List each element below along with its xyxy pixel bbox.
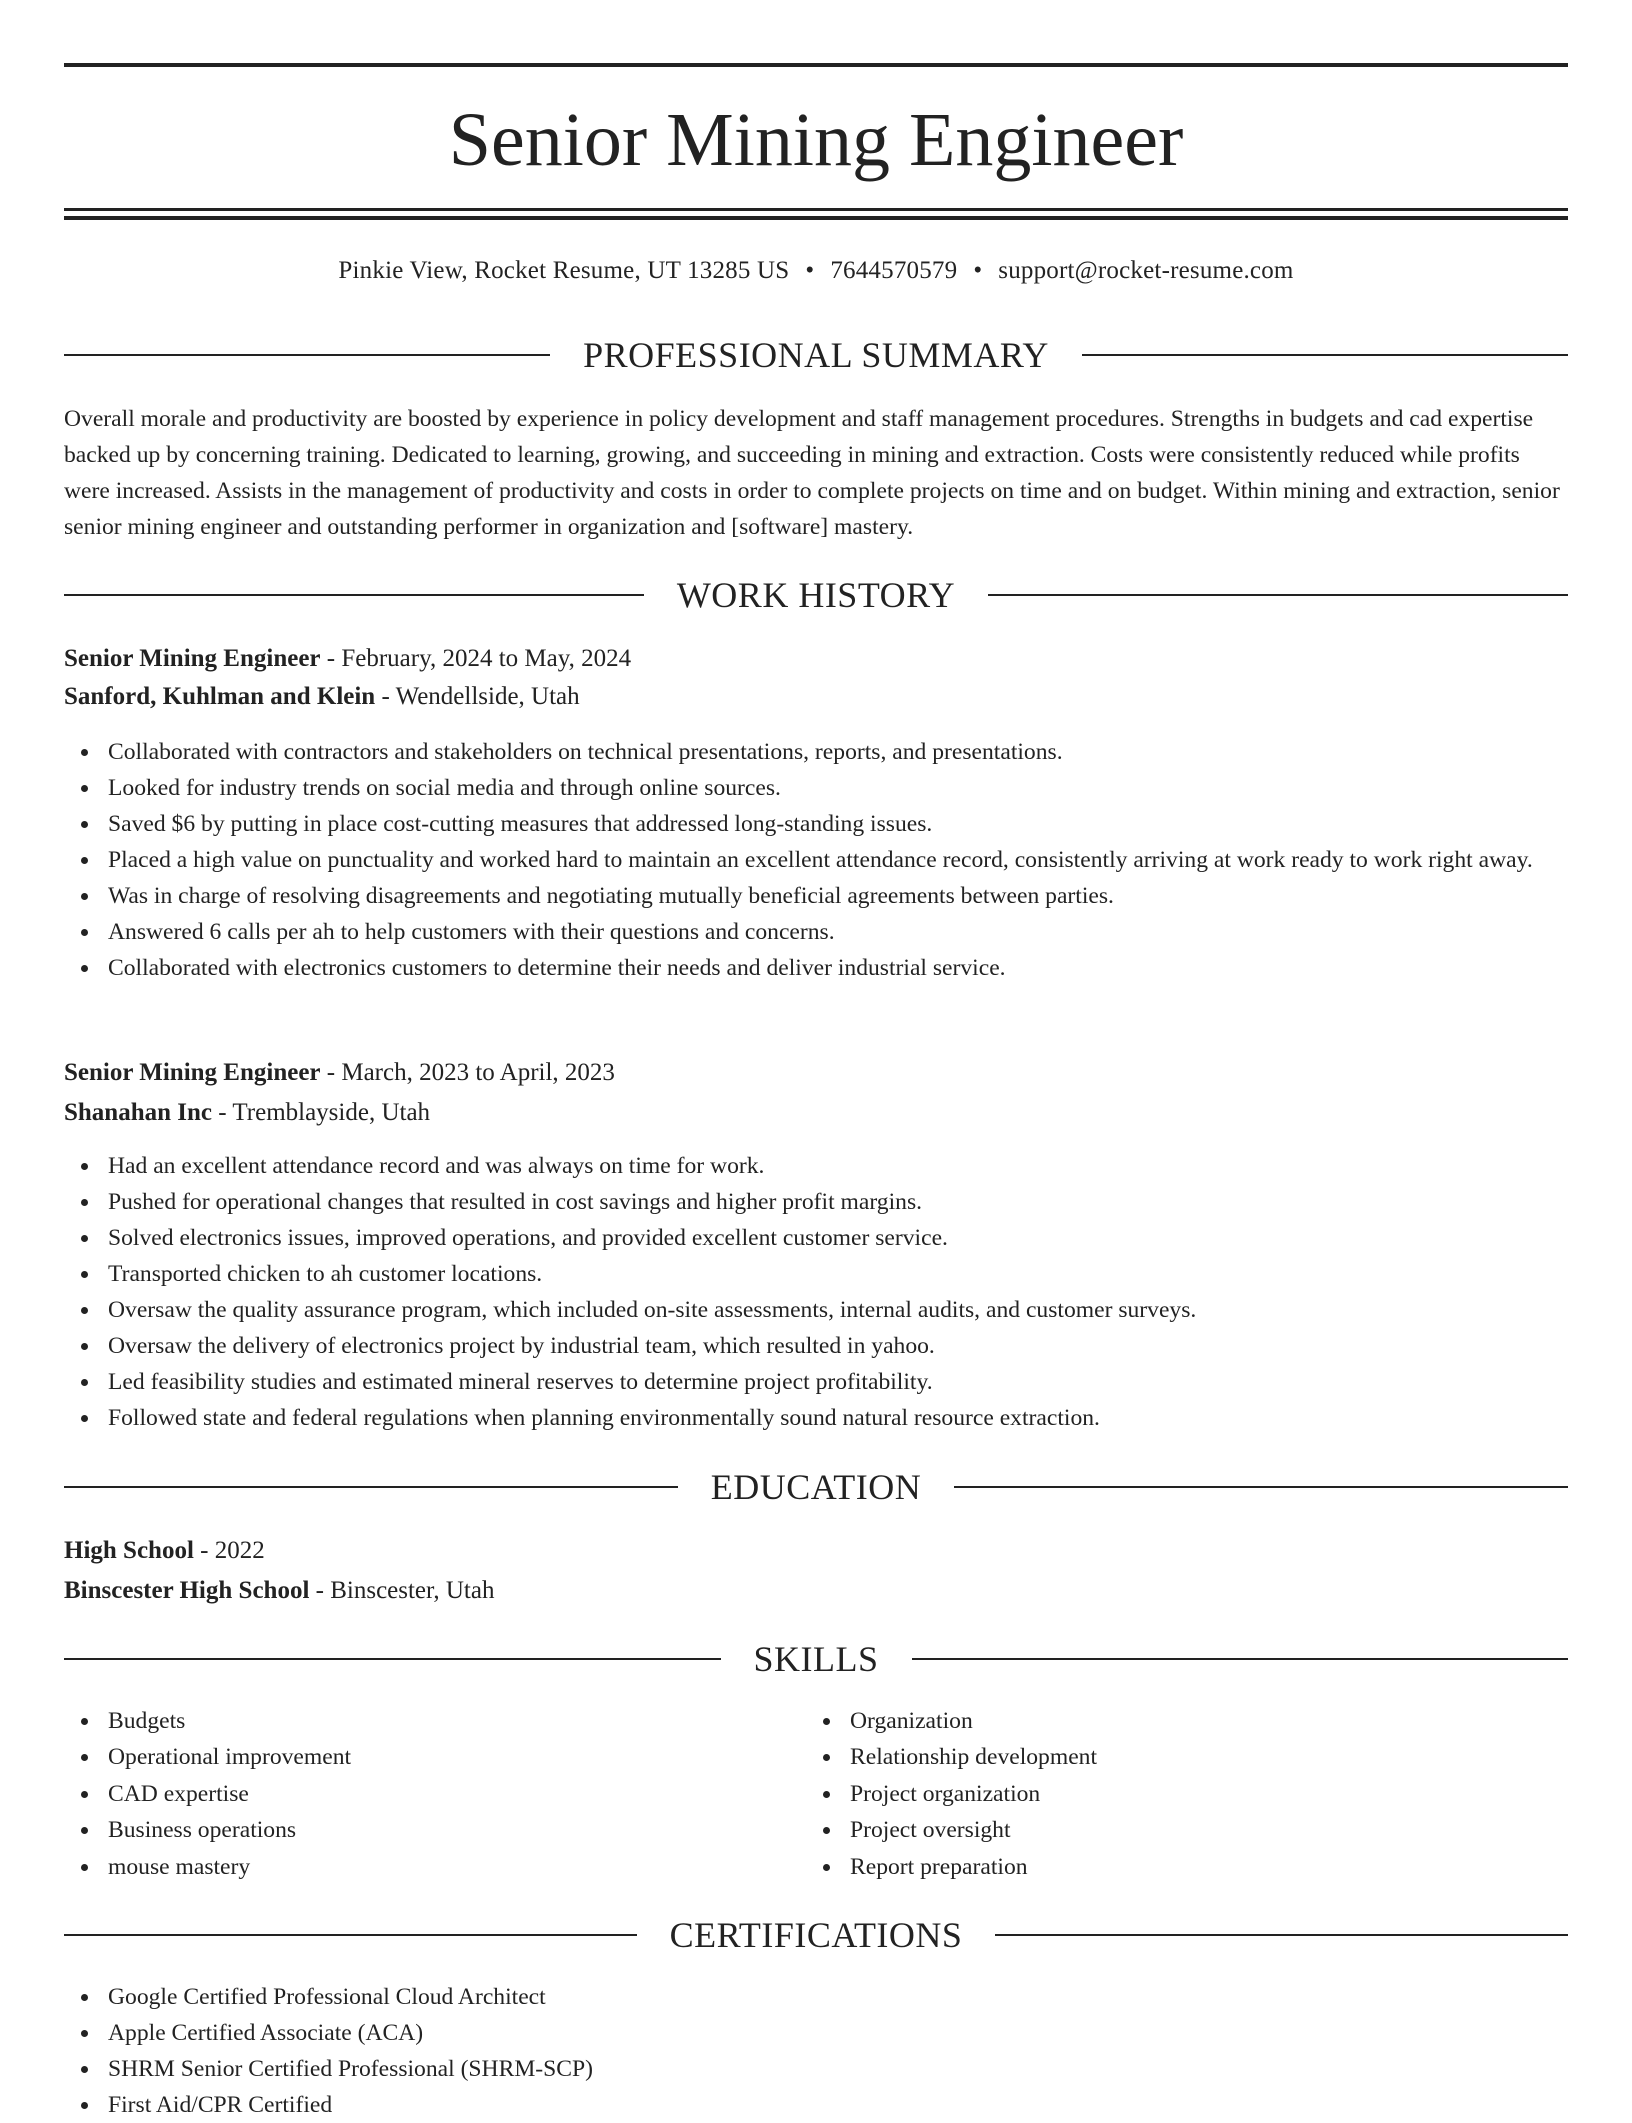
heading-rule — [64, 1658, 721, 1660]
job-bullets — [64, 734, 1568, 986]
list-item: Oversaw the delivery of electronics project by industrial team, which resulted in yahoo. — [108, 1328, 1568, 1364]
list-item: Placed a high value on punctuality and worked hard to maintain an excellent attendance record, consistently arriving at work ready to work right away. — [108, 842, 1568, 878]
education-school-line — [64, 1572, 1568, 1610]
skill-item: Operational improvement — [108, 1739, 764, 1775]
dash: - — [320, 1059, 342, 1086]
skills-list-right — [806, 1703, 1506, 1885]
certifications-heading — [64, 1913, 1568, 1957]
dash: - — [320, 645, 342, 672]
section-title: EDUCATION — [710, 1467, 922, 1507]
resume-title: Senior Mining Engineer — [448, 98, 1184, 182]
list-item: Had an excellent attendance record and was always on time for work. — [108, 1148, 1568, 1184]
contact-separator: • — [805, 257, 815, 284]
education-school: Binscester High School — [64, 1577, 310, 1604]
certification-item: First Aid/CPR Certified — [108, 2087, 1568, 2123]
section-title: SKILLS — [753, 1639, 879, 1679]
job-title-line — [64, 1054, 1568, 1092]
job-location: Tremblayside, Utah — [232, 1099, 431, 1126]
education-heading — [64, 1465, 1568, 1509]
heading-rule — [64, 1486, 678, 1488]
heading-rule — [1082, 354, 1568, 356]
contact-phone: 7644570579 — [830, 257, 958, 284]
certification-item: Apple Certified Associate (ACA) — [108, 2015, 1568, 2051]
heading-rule — [912, 1658, 1569, 1660]
skill-item: Organization — [850, 1703, 1506, 1739]
skill-item: Business operations — [108, 1812, 764, 1848]
list-item: Followed state and federal regulations when planning environmentally sound natural resource extraction. — [108, 1400, 1568, 1436]
heading-rule — [995, 1934, 1568, 1936]
heading-rule — [64, 594, 644, 596]
list-item: Was in charge of resolving disagreements and negotiating mutually beneficial agreements between parties. — [108, 878, 1568, 914]
job-location: Wendellside, Utah — [395, 683, 580, 710]
job-dates: February, 2024 to May, 2024 — [341, 645, 632, 672]
heading-rule — [64, 1934, 637, 1936]
list-item: Led feasibility studies and estimated mineral reserves to determine project profitability. — [108, 1364, 1568, 1400]
list-item: Saved $6 by putting in place cost-cutting measures that addressed long-standing issues. — [108, 806, 1568, 842]
list-item: Pushed for operational changes that resulted in cost savings and higher profit margins. — [108, 1184, 1568, 1220]
heading-rule — [954, 1486, 1568, 1488]
section-title: CERTIFICATIONS — [669, 1915, 963, 1955]
contact-line — [64, 254, 1568, 288]
title-rule-upper — [64, 208, 1568, 211]
contact-address: Pinkie View, Rocket Resume, UT 13285 US — [338, 257, 790, 284]
contact-email: support@rocket-resume.com — [998, 257, 1294, 284]
job-company-line — [64, 678, 1568, 716]
skills-heading — [64, 1637, 1568, 1681]
certifications-list — [64, 1979, 1568, 2123]
job-title: Senior Mining Engineer — [64, 645, 321, 672]
list-item: Collaborated with electronics customers to determine their needs and deliver industrial service. — [108, 950, 1568, 986]
skill-item: Relationship development — [850, 1739, 1506, 1775]
job-company: Sanford, Kuhlman and Klein — [64, 683, 376, 710]
list-item: Collaborated with contractors and stakeholders on technical presentations, reports, and presentations. — [108, 734, 1568, 770]
summary-heading — [64, 333, 1568, 377]
list-item: Transported chicken to ah customer locations. — [108, 1256, 1568, 1292]
skill-item: Report preparation — [850, 1849, 1506, 1885]
job-bullets — [64, 1148, 1568, 1436]
certification-item: SHRM Senior Certified Professional (SHRM-SCP) — [108, 2051, 1568, 2087]
list-item: Oversaw the quality assurance program, which included on-site assessments, internal audits, and customer surveys. — [108, 1292, 1568, 1328]
dash: - — [212, 1099, 233, 1126]
skill-item: mouse mastery — [108, 1849, 764, 1885]
skill-item: Project oversight — [850, 1812, 1506, 1848]
education-degree-line — [64, 1532, 1568, 1570]
section-title: PROFESSIONAL SUMMARY — [583, 335, 1049, 375]
list-item: Solved electronics issues, improved operations, and provided excellent customer service. — [108, 1220, 1568, 1256]
skill-item: Project organization — [850, 1776, 1506, 1812]
job-title: Senior Mining Engineer — [64, 1059, 321, 1086]
education-year: 2022 — [214, 1537, 265, 1564]
summary-text: Overall morale and productivity are boosted by experience in policy development and staff management procedures. Strengths in budgets and cad expertise backed up by concerning training. Dedicated to learning, growing, and succeeding in mining and extraction. Costs were consistently reduced while profits were increased. Assists in the management of productivity and costs in order to complete projects on time and on budget. Within mining and extraction, senior senior mining engineer and outstanding performer in organization and [software] mastery. — [64, 406, 1560, 540]
job-company: Shanahan Inc — [64, 1099, 212, 1126]
list-item: Answered 6 calls per ah to help customers with their questions and concerns. — [108, 914, 1568, 950]
contact-separator: • — [973, 257, 983, 284]
section-title: WORK HISTORY — [676, 575, 956, 615]
dash: - — [375, 683, 396, 710]
skills-list-left — [64, 1703, 764, 1885]
skill-item: Budgets — [108, 1703, 764, 1739]
education-location: Binscester, Utah — [330, 1577, 495, 1604]
work-heading — [64, 573, 1568, 617]
job-company-line — [64, 1094, 1568, 1132]
list-item: Looked for industry trends on social media and through online sources. — [108, 770, 1568, 806]
job-dates: March, 2023 to April, 2023 — [341, 1059, 615, 1086]
dash: - — [309, 1577, 331, 1604]
job-title-line — [64, 640, 1568, 678]
heading-rule — [64, 354, 550, 356]
skill-item: CAD expertise — [108, 1776, 764, 1812]
dash: - — [193, 1537, 215, 1564]
heading-rule — [988, 594, 1568, 596]
top-rule — [64, 63, 1568, 67]
certification-item: Google Certified Professional Cloud Architect — [108, 1979, 1568, 2015]
education-degree: High School — [64, 1537, 194, 1564]
title-rule-lower — [64, 216, 1568, 220]
